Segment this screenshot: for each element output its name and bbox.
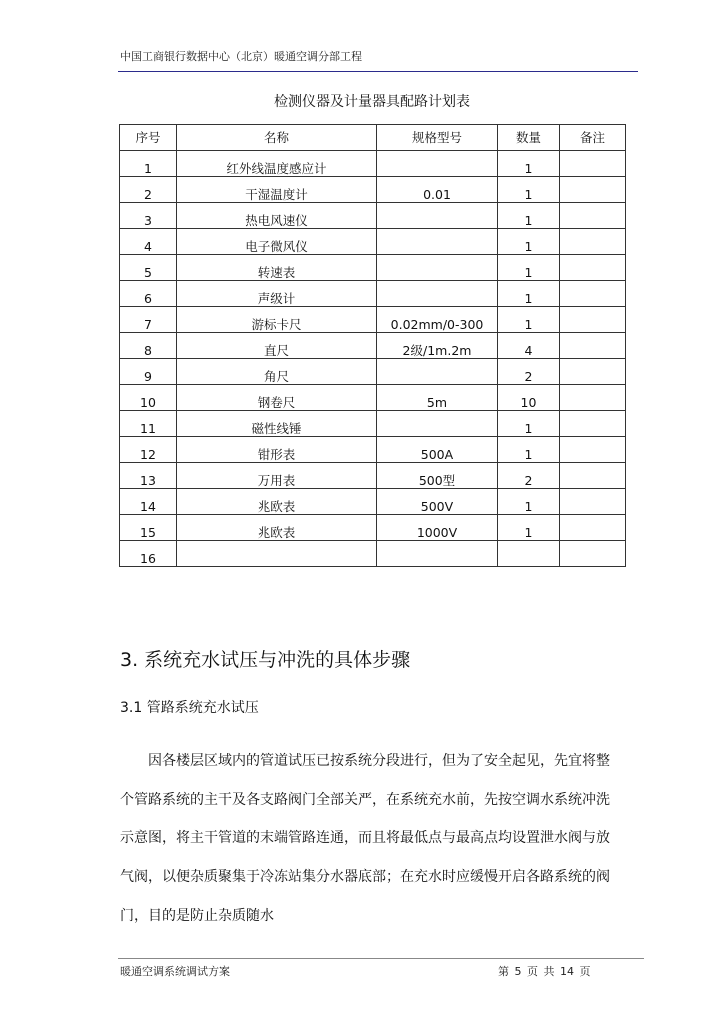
table-cell: 9	[120, 359, 177, 385]
table-cell	[560, 255, 626, 281]
table-row	[120, 307, 626, 333]
table-row	[120, 411, 626, 437]
table-cell: 12	[120, 437, 177, 463]
table-row	[120, 541, 626, 567]
table-row	[120, 489, 626, 515]
table-cell: 兆欧表	[177, 489, 377, 515]
table-cell: 1	[498, 515, 560, 541]
table-cell	[560, 151, 626, 177]
column-header: 名称	[177, 125, 377, 151]
table-cell	[177, 541, 377, 567]
table-cell: 4	[498, 333, 560, 359]
table-row	[120, 203, 626, 229]
table-cell: 2	[498, 359, 560, 385]
table-cell: 6	[120, 281, 177, 307]
table-cell: 兆欧表	[177, 515, 377, 541]
table-cell: 声级计	[177, 281, 377, 307]
table-title: 检测仪器及计量器具配路计划表	[274, 94, 470, 110]
column-header: 序号	[120, 125, 177, 151]
table-cell: 1	[498, 281, 560, 307]
column-header: 规格型号	[377, 125, 498, 151]
table-cell: 转速表	[177, 255, 377, 281]
instrument-table	[119, 124, 626, 567]
table-cell	[560, 437, 626, 463]
table-row	[120, 437, 626, 463]
table-cell: 5m	[377, 385, 498, 411]
table-row	[120, 359, 626, 385]
column-header: 备注	[560, 125, 626, 151]
table-row	[120, 229, 626, 255]
table-cell	[560, 411, 626, 437]
table-cell: 11	[120, 411, 177, 437]
table-cell	[560, 203, 626, 229]
table-cell: 红外线温度感应计	[177, 151, 377, 177]
table-cell: 游标卡尺	[177, 307, 377, 333]
table-cell	[377, 151, 498, 177]
table-cell: 1	[498, 229, 560, 255]
table-cell	[560, 515, 626, 541]
table-row	[120, 151, 626, 177]
header-divider	[118, 71, 638, 72]
column-header: 数量	[498, 125, 560, 151]
table-cell: 1	[498, 437, 560, 463]
table-cell: 干湿温度计	[177, 177, 377, 203]
table-cell: 万用表	[177, 463, 377, 489]
table-cell: 500A	[377, 437, 498, 463]
table-cell: 1	[498, 203, 560, 229]
body-paragraph: 因各楼层区域内的管道试压已按系统分段进行，但为了安全起见，先宜将整个管路系统的主干及各支路阀门全部关严，在系统充水前，先按空调水系统冲洗示意图，将主干管道的末端管路连通，而且将最低点与最高点均设置泄水阀与放气阀，以便杂质聚集于冷冻站集分水器底部；在充水时应缓慢开启各路系统的阀门，目的是防止杂质随水	[120, 753, 610, 924]
table-cell	[377, 255, 498, 281]
table-row	[120, 177, 626, 203]
table-cell: 2	[120, 177, 177, 203]
table-cell	[560, 385, 626, 411]
table-cell: 2	[498, 463, 560, 489]
table-cell: 7	[120, 307, 177, 333]
table-cell	[560, 541, 626, 567]
table-cell: 1	[498, 255, 560, 281]
table-cell	[498, 541, 560, 567]
table-cell	[377, 411, 498, 437]
table-cell	[560, 333, 626, 359]
table-cell: 1	[498, 177, 560, 203]
table-cell: 钳形表	[177, 437, 377, 463]
table-cell	[377, 229, 498, 255]
table-cell: 1	[498, 489, 560, 515]
table-header-row	[120, 125, 626, 151]
table-cell	[377, 281, 498, 307]
table-cell: 3	[120, 203, 177, 229]
table-cell: 1	[498, 411, 560, 437]
table-cell	[560, 229, 626, 255]
table-row	[120, 515, 626, 541]
table-cell: 500V	[377, 489, 498, 515]
table-cell: 1	[498, 307, 560, 333]
table-cell	[560, 307, 626, 333]
table-cell: 0.01	[377, 177, 498, 203]
table-cell	[560, 463, 626, 489]
footer-divider	[118, 958, 644, 959]
page-header-title: 中国工商银行数据中心（北京）暖通空调分部工程	[120, 50, 362, 63]
table-cell	[560, 489, 626, 515]
table-cell: 角尺	[177, 359, 377, 385]
footer-doc-title: 暖通空调系统调试方案	[120, 965, 230, 978]
page-number: 第 5 页 共 14 页	[498, 965, 591, 978]
table-cell: 0.02mm/0-300	[377, 307, 498, 333]
table-cell	[560, 359, 626, 385]
table-cell: 10	[498, 385, 560, 411]
table-cell: 直尺	[177, 333, 377, 359]
section-heading: 3. 系统充水试压与冲洗的具体步骤	[120, 649, 411, 671]
table-cell	[560, 177, 626, 203]
table-cell: 1000V	[377, 515, 498, 541]
table-cell: 13	[120, 463, 177, 489]
table-cell: 热电风速仪	[177, 203, 377, 229]
table-cell: 16	[120, 541, 177, 567]
table-row	[120, 281, 626, 307]
table-cell: 15	[120, 515, 177, 541]
table-cell: 500型	[377, 463, 498, 489]
table-cell: 10	[120, 385, 177, 411]
table-cell: 磁性线锤	[177, 411, 377, 437]
table-row	[120, 463, 626, 489]
table-cell: 14	[120, 489, 177, 515]
table-cell: 1	[120, 151, 177, 177]
table-cell	[377, 541, 498, 567]
table-row	[120, 385, 626, 411]
table-row	[120, 255, 626, 281]
table-cell: 1	[498, 151, 560, 177]
table-cell: 8	[120, 333, 177, 359]
table-cell: 5	[120, 255, 177, 281]
table-cell: 4	[120, 229, 177, 255]
table-cell	[377, 359, 498, 385]
table-cell	[377, 203, 498, 229]
table-body	[120, 151, 626, 567]
table-row	[120, 333, 626, 359]
table-cell	[560, 281, 626, 307]
table-cell: 2级/1m.2m	[377, 333, 498, 359]
subsection-heading: 3.1 管路系统充水试压	[120, 700, 259, 716]
table-cell: 电子微风仪	[177, 229, 377, 255]
table-cell: 钢卷尺	[177, 385, 377, 411]
